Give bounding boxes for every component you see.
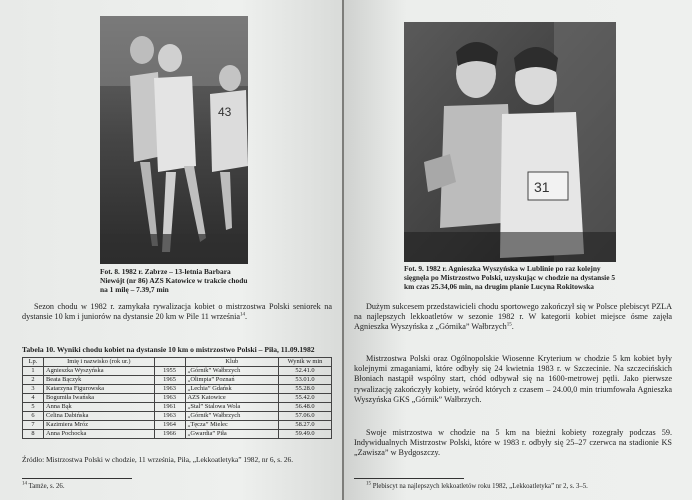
- cell: „Lechia” Gdańsk: [185, 385, 278, 394]
- cell: 59.49.0: [279, 430, 332, 439]
- photo-caption-8: Fot. 8. 1982 r. Zabrze – 13-letnia Barbara Niewójt (nr 86) AZS Katowice w trakcie chodu na 1 milę – 7.39,7 min: [100, 267, 248, 294]
- footnote-15: [366, 483, 588, 490]
- svg-text:43: 43: [218, 105, 232, 119]
- plebiscyt-paragraph-text: Dużym sukcesem przedstawicieli chodu sportowego zakończył się w Polsce plebiscyt PZLA na najlepszych lekkoatletów w sezonie 1982 r. W kategorii kobiet miejsce ósme zajęła Agnieszka Wyszyńska z „Górnika” Wałbrzych: [354, 302, 672, 332]
- wyszynska-photo-image: [404, 22, 616, 262]
- cell: „Górnik” Wałbrzych: [185, 412, 278, 421]
- header-lp: Lp.: [23, 358, 44, 367]
- cell: Agnieszka Wyszyńska: [44, 367, 155, 376]
- photo-caption-9: Fot. 9. 1982 r. Agnieszka Wyszyńska w Lublinie po raz kolejny sięgnęła po Mistrzostwo Polski, uzyskując w chodzie na dystansie 5 km czas 25.34,06 min, na drugim planie Lucyna Rokitowska: [404, 264, 616, 291]
- table-row: [23, 421, 332, 430]
- plebiscyt-paragraph: Dużym sukcesem przedstawicieli chodu sportowego zakończył się w Polsce plebiscyt PZLA na najlepszych lekkoatletów w sezonie 1982 r. W kategorii kobiet miejsce ósme zajęła Agnieszka Wyszyńska z „Górnika” Wałbrzych$^{15}$.: [354, 302, 672, 332]
- cell: „Tęcza” Mielec: [185, 421, 278, 430]
- cell: „Górnik” Wałbrzych: [185, 367, 278, 376]
- footnote-15-num: 15: [366, 481, 371, 487]
- left-page: [0, 0, 342, 500]
- szczecin-paragraph: Mistrzostwa Polski oraz Ogólnopolskie Wiosenne Kryterium w chodzie 5 km kobiet były kolejnymi zmaganiami, które odbyły się 24 kwietnia 1983 r. w Szczecinie. Na szczecińskich Błoniach nastąpił wspólny start, chód odbywał się na 1600-metrowej pętli. Jako pierwsze rywalizację zakończyły kobiety, wśród których z czasem – 24.00,0 min triumfowała Agnieszka Wyszyńska GKS „Górnik” Wałbrzych.: [354, 354, 672, 404]
- table-title: Tabela 10. Wyniki chodu kobiet na dystansie 10 km o mistrzostwo Polski – Piła, 11.09.1982: [22, 345, 315, 354]
- footnote-14-num: 14: [22, 481, 27, 487]
- table-row: [23, 412, 332, 421]
- cell: Bogumiła Iwańska: [44, 394, 155, 403]
- cell: Celina Dabińska: [44, 412, 155, 421]
- cell: 55.42.0: [279, 394, 332, 403]
- cell: 57.06.0: [279, 412, 332, 421]
- footnote-rule: [354, 478, 464, 479]
- cell: 1963: [154, 394, 185, 403]
- footnote-14: [22, 483, 65, 490]
- cell: 53.01.0: [279, 376, 332, 385]
- footnote-rule: [22, 478, 132, 479]
- cell: Anna Bąk: [44, 403, 155, 412]
- header-year: [154, 358, 185, 367]
- cell: „Stal” Stalowa Wola: [185, 403, 278, 412]
- race-walkers-photo-image: [100, 16, 248, 264]
- cell: 5: [23, 403, 44, 412]
- table-row: [23, 367, 332, 376]
- table-row: [23, 430, 332, 439]
- table-row: [23, 376, 332, 385]
- cell: „Olimpia” Poznań: [185, 376, 278, 385]
- footnote-14-text: Tamże, s. 26.: [28, 483, 65, 490]
- table-row: [23, 385, 332, 394]
- cell: AZS Katowice: [185, 394, 278, 403]
- cell: 1: [23, 367, 44, 376]
- wyszynska-photo: [404, 22, 616, 262]
- cell: 1963: [154, 412, 185, 421]
- season-paragraph-text: Sezon chodu w 1982 r. zamykała rywalizacja kobiet o mistrzostwa Polski seniorek na dystansie 10 km i juniorów na dystansie 20 km w Pile 11 września: [22, 302, 332, 322]
- race-walkers-photo: [100, 16, 248, 264]
- svg-text:31: 31: [534, 179, 550, 195]
- season-paragraph: Sezon chodu w 1982 r. zamykała rywalizacja kobiet o mistrzostwa Polski seniorek na dystansie 10 km i juniorów na dystansie 20 km w Pile 11 września$^{14}$.: [22, 302, 332, 322]
- header-result: Wynik w min: [279, 358, 332, 367]
- cell: 4: [23, 394, 44, 403]
- header-name: Imię i nazwisko (rok ur.): [44, 358, 155, 367]
- cell: Kazimiera Mróz: [44, 421, 155, 430]
- cell: 55.28.0: [279, 385, 332, 394]
- cell: Beata Bączyk: [44, 376, 155, 385]
- cell: „Gwardia” Piła: [185, 430, 278, 439]
- table-source: Źródło: Mistrzostwa Polski w chodzie, 11 września, Piła, „Lekkoatletyka” 1982, nr 6, s. 26.: [22, 455, 294, 464]
- bydgoszcz-paragraph: Swoje mistrzostwa w chodzie na 5 km na bieżni kobiety rozegrały podczas 59. Indywidualnych Mistrzostw Polski, które w 1983 r. odbyły się 25–27 czerwca na stadionie KS „Zawisza” w Bydgoszczy.: [354, 428, 672, 458]
- header-club: Klub: [185, 358, 278, 367]
- cell: 6: [23, 412, 44, 421]
- cell: 1955: [154, 367, 185, 376]
- footnote-15-text: Plebiscyt na najlepszych lekkoatletów roku 1982, „Lekkoatletyka” nr 2, s. 3–5.: [372, 483, 588, 490]
- table-row: [23, 394, 332, 403]
- cell: 7: [23, 421, 44, 430]
- right-page: [344, 0, 692, 500]
- cell: 3: [23, 385, 44, 394]
- footnote-ref-14: 14: [240, 312, 245, 318]
- footnote-ref-15: 15: [506, 322, 512, 328]
- cell: 1961: [154, 403, 185, 412]
- cell: 52.41.0: [279, 367, 332, 376]
- results-table: [22, 357, 332, 439]
- table-header-row: [23, 358, 332, 367]
- table-row: [23, 403, 332, 412]
- cell: 8: [23, 430, 44, 439]
- cell: 58.27.0: [279, 421, 332, 430]
- cell: Anna Pochocka: [44, 430, 155, 439]
- cell: 1966: [154, 430, 185, 439]
- cell: 1965: [154, 376, 185, 385]
- cell: 1964: [154, 421, 185, 430]
- cell: Katarzyna Figurowska: [44, 385, 155, 394]
- cell: 1963: [154, 385, 185, 394]
- cell: 2: [23, 376, 44, 385]
- cell: 56.48.0: [279, 403, 332, 412]
